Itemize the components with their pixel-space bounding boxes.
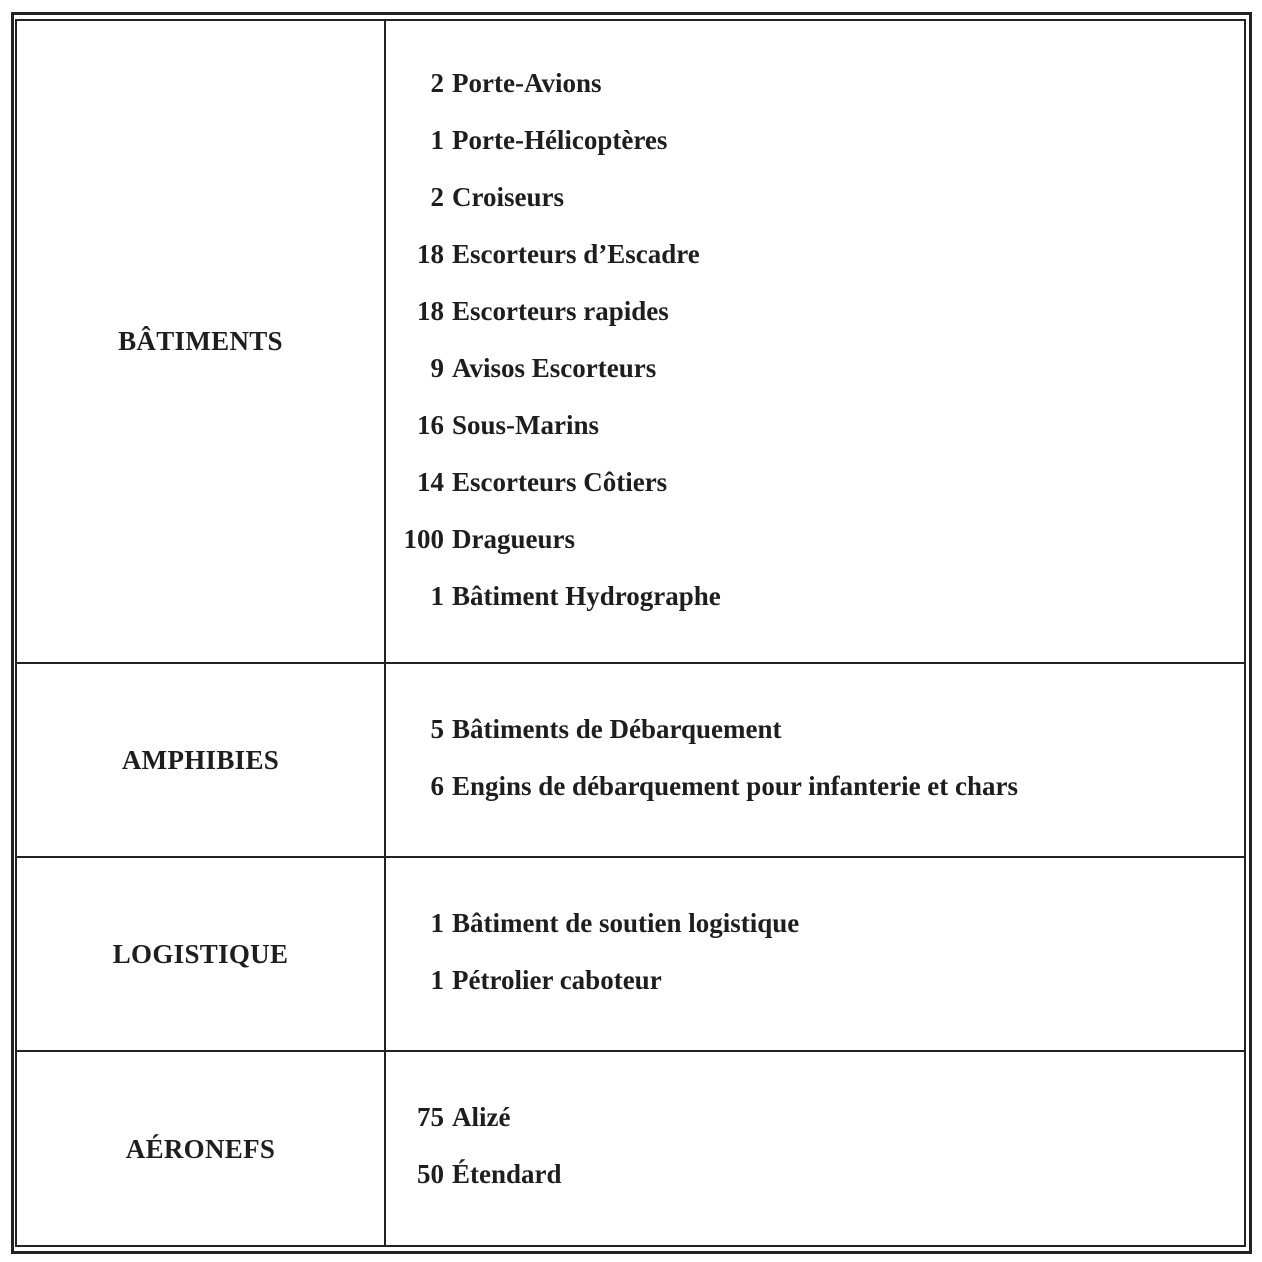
item-list-logistique bbox=[386, 858, 1244, 1050]
item-quantity: 2 bbox=[430, 67, 444, 98]
item-quantity: 1 bbox=[430, 580, 444, 611]
item-name: Bâtiment de soutien logistique bbox=[452, 907, 800, 938]
item-name: Engins de débarquement pour infanterie et chars bbox=[452, 770, 1019, 801]
list-item bbox=[386, 66, 601, 100]
item-quantity: 9 bbox=[430, 352, 444, 383]
list-item bbox=[386, 769, 1018, 803]
list-item bbox=[386, 906, 799, 940]
item-quantity: 2 bbox=[430, 181, 444, 212]
list-item bbox=[386, 579, 721, 613]
item-quantity: 5 bbox=[430, 713, 444, 744]
item-quantity: 1 bbox=[430, 964, 444, 995]
list-item bbox=[386, 963, 662, 997]
item-list-batiments bbox=[386, 21, 1244, 662]
list-item bbox=[386, 465, 667, 499]
category-label-logistique: LOGISTIQUE bbox=[112, 938, 289, 969]
list-item bbox=[386, 408, 599, 442]
item-quantity: 14 bbox=[417, 466, 444, 497]
item-name: Pétrolier caboteur bbox=[452, 964, 662, 995]
list-item bbox=[386, 294, 669, 328]
item-quantity: 75 bbox=[417, 1101, 444, 1132]
item-quantity: 6 bbox=[430, 770, 444, 801]
item-name: Alizé bbox=[452, 1101, 511, 1132]
item-name: Étendard bbox=[452, 1158, 562, 1189]
category-label-aeronefs: AÉRONEFS bbox=[125, 1133, 276, 1164]
item-name: Bâtiments de Débarquement bbox=[452, 713, 782, 744]
item-name: Dragueurs bbox=[452, 523, 575, 554]
category-label-amphibies: AMPHIBIES bbox=[121, 744, 280, 775]
item-name: Sous-Marins bbox=[452, 409, 600, 440]
category-label-batiments: BÂTIMENTS bbox=[118, 326, 283, 356]
item-quantity: 16 bbox=[417, 409, 444, 440]
list-item bbox=[386, 351, 656, 385]
item-name: Avisos Escorteurs bbox=[452, 352, 657, 383]
item-name: Escorteurs Côtiers bbox=[452, 466, 668, 497]
item-quantity: 50 bbox=[417, 1158, 444, 1189]
list-item bbox=[386, 123, 667, 157]
item-name: Porte-Avions bbox=[452, 67, 602, 98]
item-name: Escorteurs rapides bbox=[452, 295, 669, 326]
list-item bbox=[386, 180, 564, 214]
item-name: Porte-Hélicoptères bbox=[452, 124, 668, 155]
item-list-amphibies bbox=[386, 664, 1244, 856]
list-item bbox=[386, 522, 575, 556]
item-name: Croiseurs bbox=[452, 181, 564, 212]
item-name: Bâtiment Hydrographe bbox=[452, 580, 721, 611]
list-item bbox=[386, 1100, 510, 1134]
item-quantity: 18 bbox=[417, 238, 444, 269]
item-list-aeronefs bbox=[386, 1052, 1244, 1246]
list-item bbox=[386, 1157, 562, 1191]
item-quantity: 100 bbox=[403, 523, 444, 554]
item-quantity: 1 bbox=[430, 124, 444, 155]
item-quantity: 18 bbox=[417, 295, 444, 326]
list-item bbox=[386, 237, 700, 271]
item-quantity: 1 bbox=[430, 907, 444, 938]
list-item bbox=[386, 712, 781, 746]
item-name: Escorteurs d’Escadre bbox=[452, 238, 700, 269]
